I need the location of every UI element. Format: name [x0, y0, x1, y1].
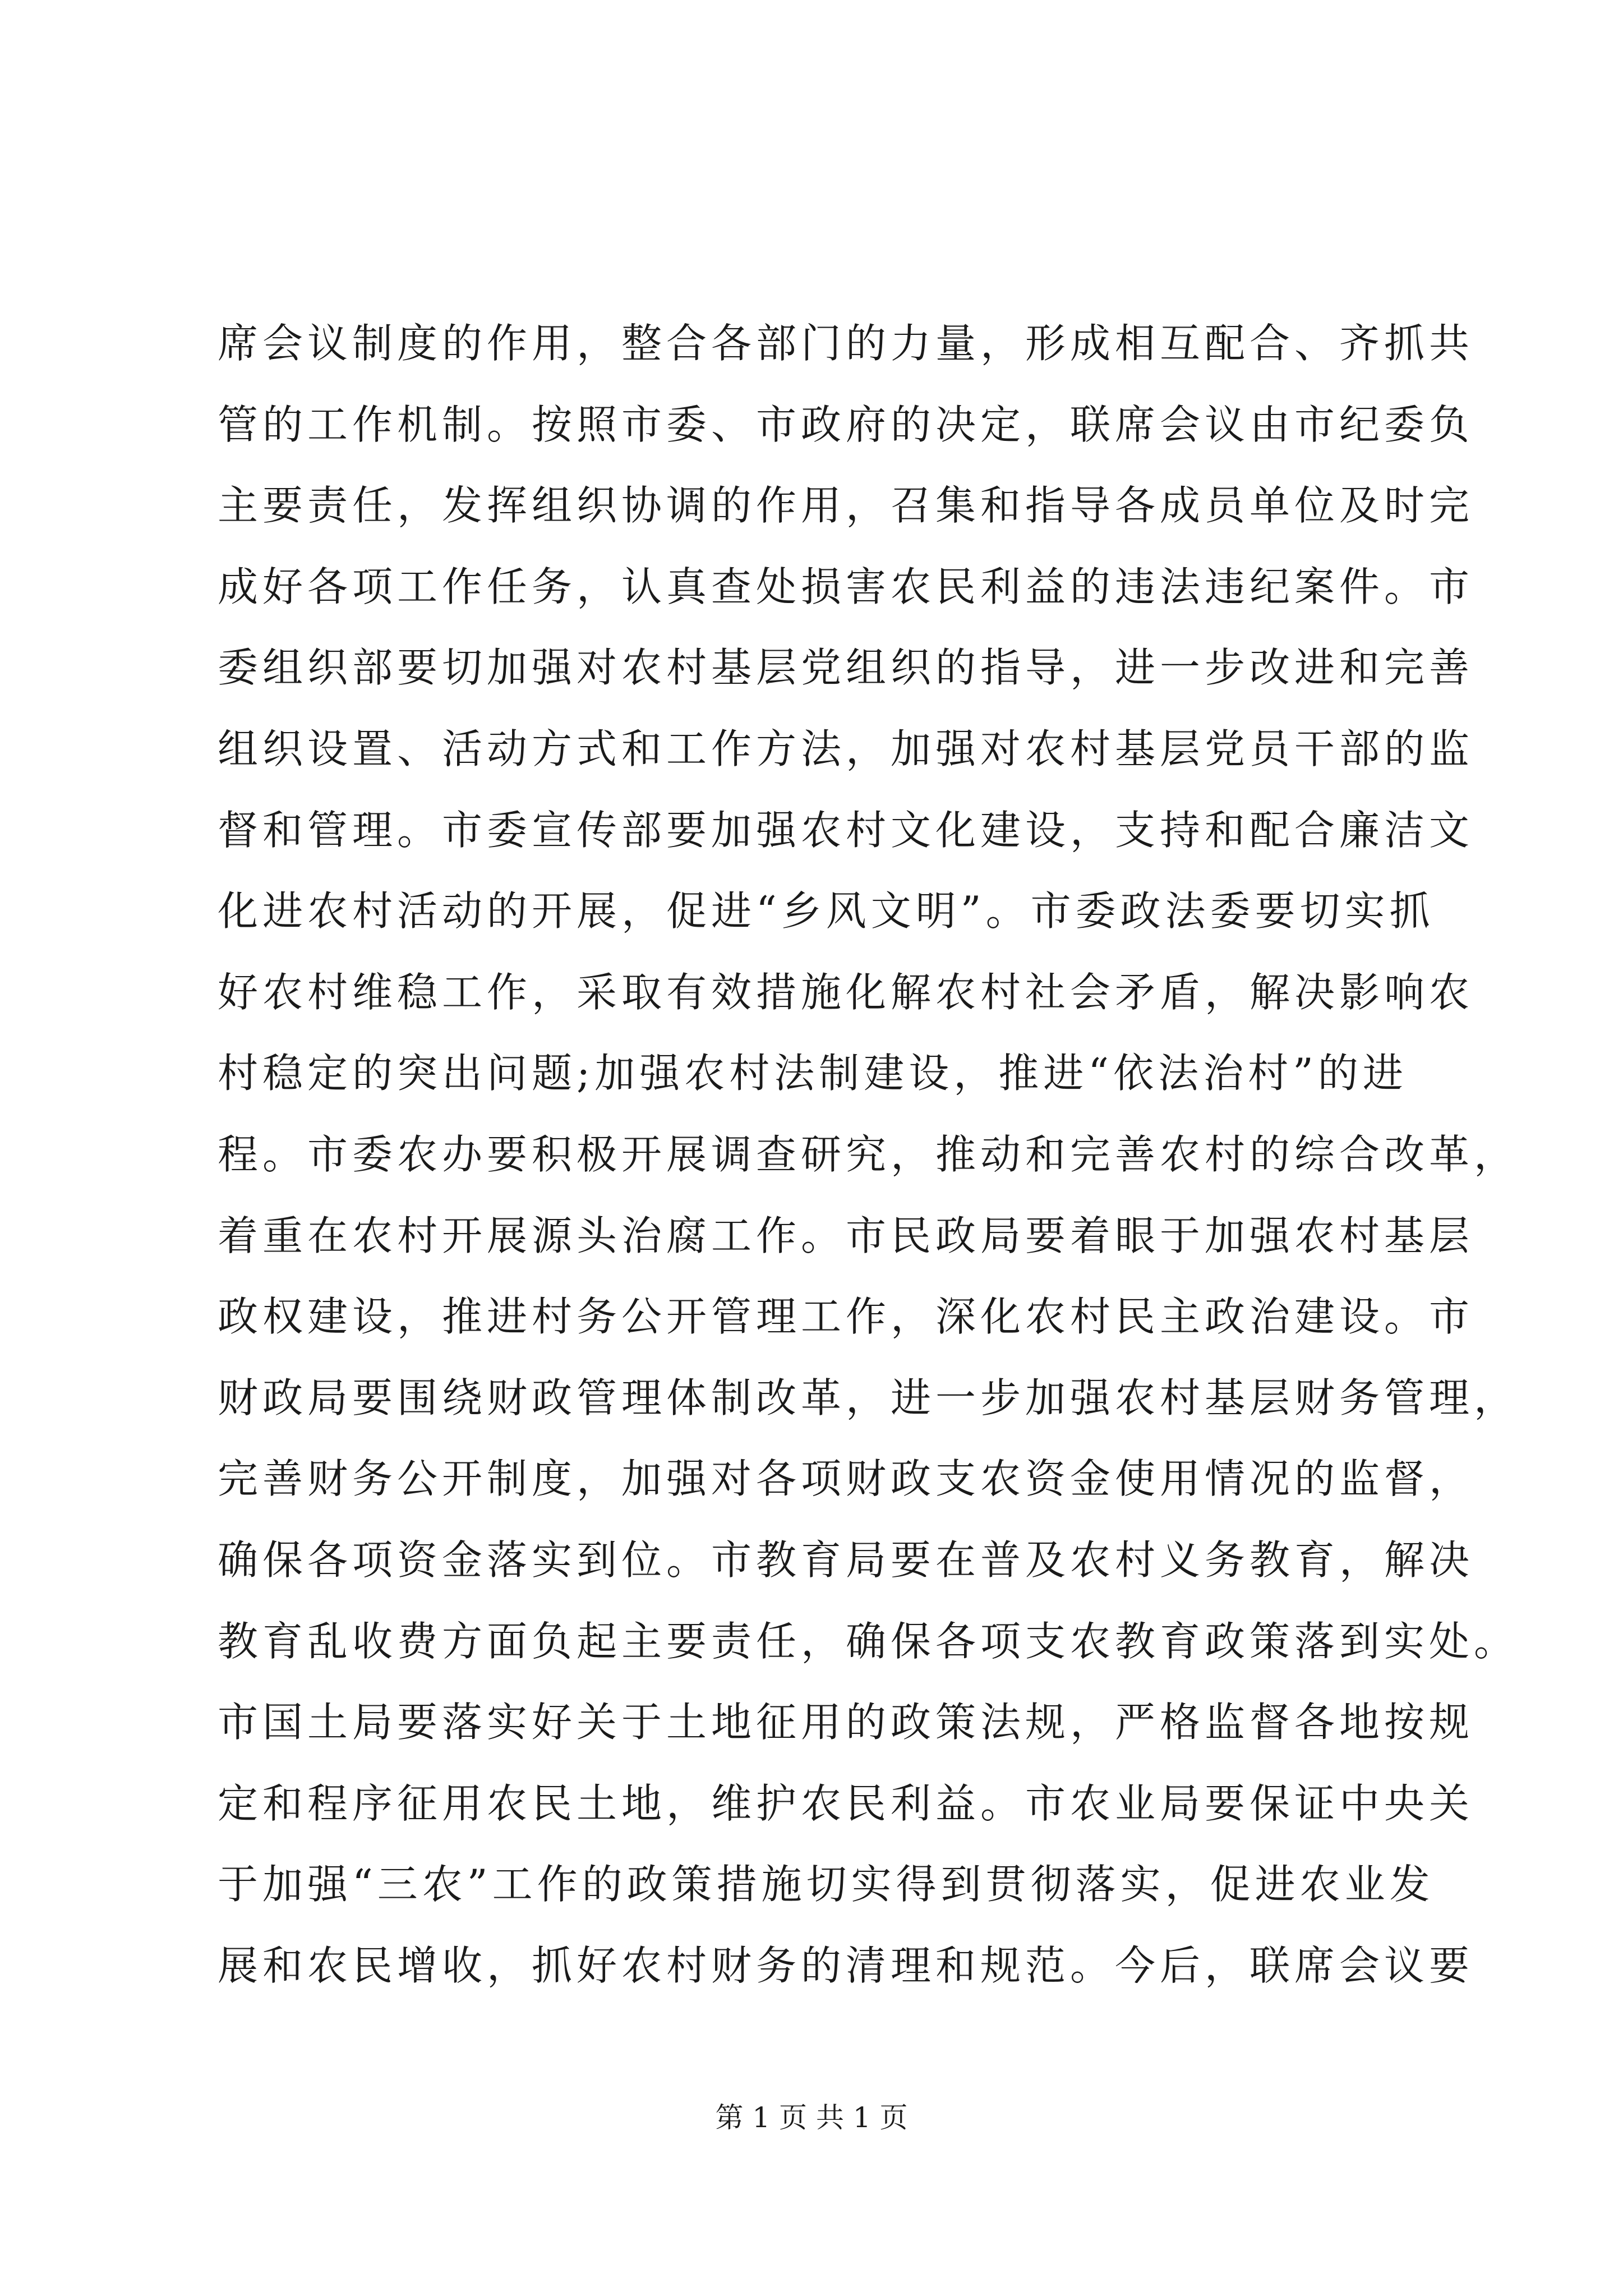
- text-line-4: 成好各项工作任务，认真查处损害农民利益的违法违纪案件。市: [218, 563, 1474, 610]
- text-line-1: 席会议制度的作用，整合各部门的力量，形成相互配合、齐抓共: [218, 320, 1474, 367]
- text-line-14: 财政局要围绕财政管理体制改革，进一步加强农村基层财务管理，: [218, 1374, 1519, 1421]
- text-line-9: 好农村维稳工作，采取有效措施化解农村社会矛盾，解决影响农: [218, 968, 1474, 1016]
- text-line-21: 展和农民增收，抓好农村财务的清理和规范。今后，联席会议要: [218, 1941, 1474, 1989]
- text-line-16: 确保各项资金落实到位。市教育局要在普及农村义务教育，解决: [218, 1536, 1474, 1584]
- text-line-12: 着重在农村开展源头治腐工作。市民政局要着眼于加强农村基层: [218, 1212, 1474, 1259]
- text-line-18: 市国土局要落实好关于土地征用的政策法规，严格监督各地按规: [218, 1699, 1474, 1746]
- text-line-15: 完善财务公开制度，加强对各项财政支农资金使用情况的监督，: [218, 1455, 1474, 1503]
- text-line-5: 委组织部要切加强对农村基层党组织的指导，进一步改进和完善: [218, 644, 1474, 692]
- text-line-11: 程。市委农办要积极开展调查研究，推动和完善农村的综合改革，: [218, 1130, 1519, 1178]
- text-line-8: 化进农村活动的开展，促进“乡风文明”。市委政法委要切实抓: [218, 887, 1435, 935]
- text-line-7: 督和管理。市委宣传部要加强农村文化建设，支持和配合廉洁文: [218, 806, 1474, 854]
- text-line-17: 教育乱收费方面负起主要责任，确保各项支农教育政策落到实处。: [218, 1617, 1519, 1665]
- text-line-3: 主要责任，发挥组织协调的作用，召集和指导各成员单位及时完: [218, 482, 1474, 530]
- text-line-2: 管的工作机制。按照市委、市政府的决定，联席会议由市纪委负: [218, 401, 1474, 448]
- text-line-20: 于加强“三农”工作的政策措施切实得到贯彻落实，促进农业发: [218, 1861, 1435, 1908]
- text-line-6: 组织设置、活动方式和工作方法，加强对农村基层党员干部的监: [218, 725, 1474, 772]
- body-text: [218, 303, 1620, 2006]
- text-line-19: 定和程序征用农民土地，维护农民利益。市农业局要保证中央关: [218, 1779, 1474, 1827]
- text-line-10: 村稳定的突出问题;加强农村法制建设，推进“依法治村”的进: [218, 1050, 1408, 1097]
- text-line-13: 政权建设，推进村务公开管理工作，深化农村民主政治建设。市: [218, 1293, 1474, 1341]
- page-footer: 第 1 页 共 1 页: [715, 2101, 908, 2134]
